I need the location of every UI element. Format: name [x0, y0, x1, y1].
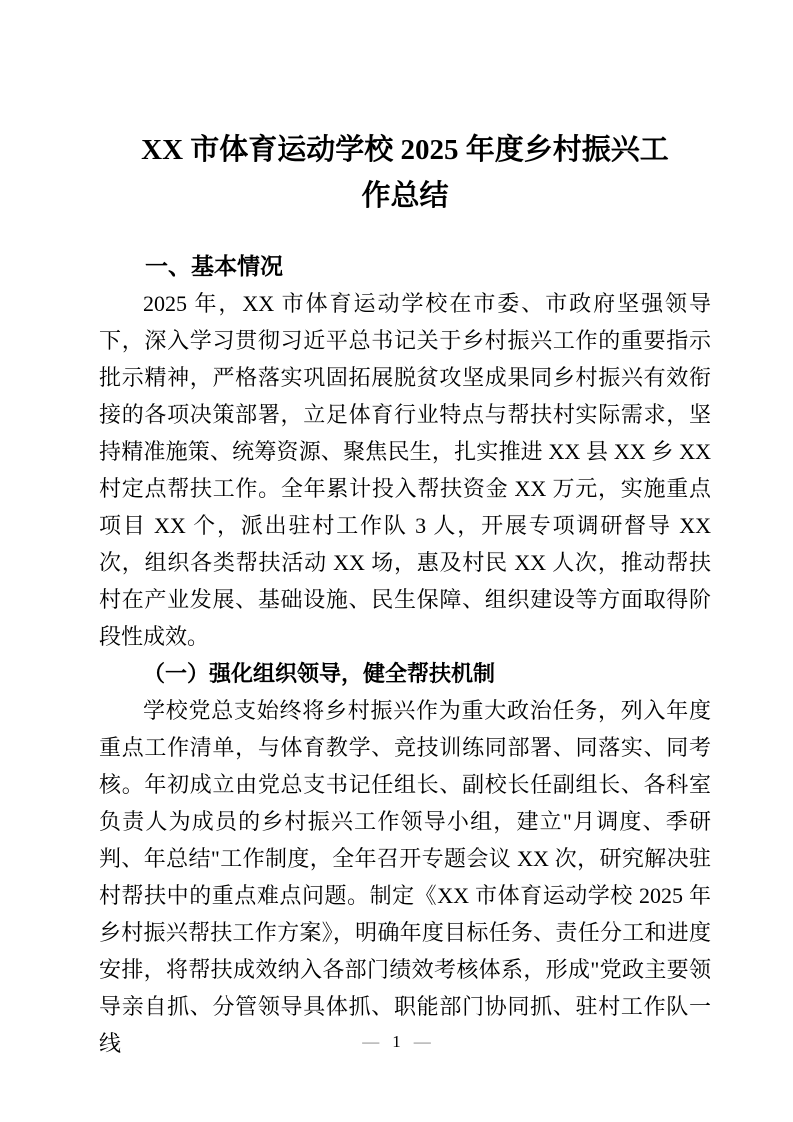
paragraph-overview: 2025 年，XX 市体育运动学校在市委、市政府坚强领导下，深入学习贯彻习近平总书记关于乡村振兴工作的重要指示批示精神，严格落实巩固拓展脱贫攻坚成果同乡村振兴有效衔接的各项决策部署，立足体育行业特点与帮扶村实际需求，坚持精准施策、统筹资源、聚焦民生，扎实推进 XX 县 XX 乡 XX 村定点帮扶工作。全年累计投入帮扶资金 XX 万元，实施重点项目 XX 个，派出驻村工作队 3 人，开展专项调研督导 XX 次，组织各类帮扶活动 XX 场，惠及村民 XX 人次，推动帮扶村在产业发展、基础设施、民生保障、组织建设等方面取得阶段性成效。 [99, 291, 711, 650]
page-footer [0, 1030, 793, 1054]
paragraph-organization-leadership: 学校党总支始终将乡村振兴作为重大政治任务，列入年度重点工作清单，与体育教学、竞技训练同部署、同落实、同考核。年初成立由党总支书记任组长、副校长任副组长、各科室负责人为成员的乡村振兴工作领导小组，建立"月调度、季研判、年总结"工作制度，全年召开专题会议 XX 次，研究解决驻村帮扶中的重点难点问题。制定《XX 市体育运动学校 2025 年乡村振兴帮扶工作方案》，明确年度目标任务、责任分工和进度安排，将帮扶成效纳入各部门绩效考核体系，形成"党政主要领导亲自抓、分管领导具体抓、职能部门协同抓、驻村工作队一线 [99, 698, 711, 1057]
page-number-dash-left: — [362, 1032, 380, 1051]
document-title [99, 19, 711, 219]
page-number: 1 [392, 1032, 401, 1051]
page-number-dash-right: — [413, 1032, 431, 1051]
section-heading-basic-situation: 一、基本情况 [145, 253, 283, 280]
document-title-line-2: 作总结 [361, 180, 449, 213]
document-title-line-1: XX 市体育运动学校 2025 年度乡村振兴工 [141, 134, 669, 167]
document-content [99, 19, 711, 1062]
subsection-heading-organization-leadership: （一）强化组织领导，健全帮扶机制 [143, 661, 496, 687]
